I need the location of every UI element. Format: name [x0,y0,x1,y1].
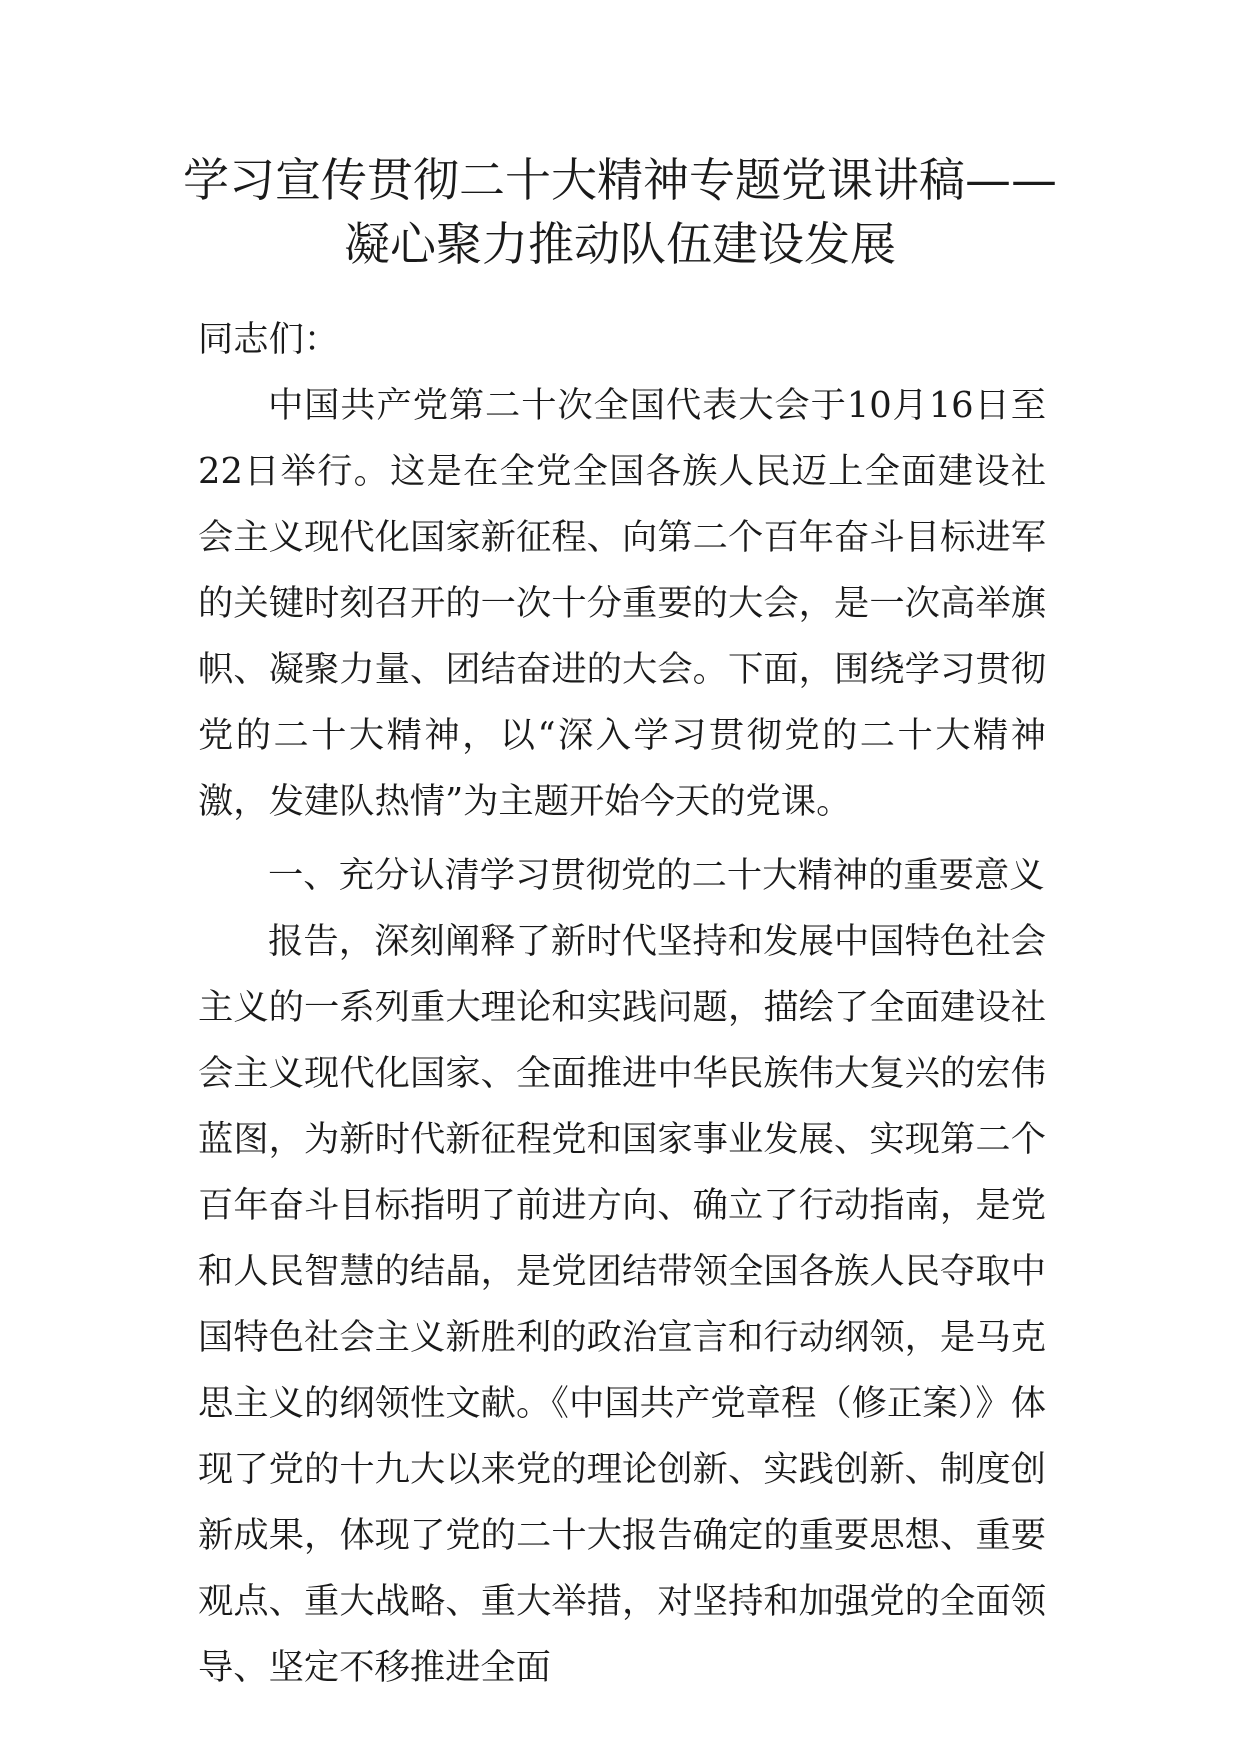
document-title: 学习宣传贯彻二十大精神专题党课讲稿——凝心聚力推动队伍建设发展 [183,153,1057,271]
paragraph-intro: 中国共产党第二十次全国代表大会于10月16日至22日举行。这是在全党全国各族人民迈上全面建设社会主义现代化国家新征程、向第二个百年奋斗目标进军的关键时刻召开的一次十分重要的大会，是一次高举旗帜、凝聚力量、团结奋进的大会。下面，围绕学习贯彻党的二十大精神，以“深入学习贯彻党的二十大精神激，发建队热情”为主题开始今天的党课。 [198,385,1046,822]
document-body [198,307,1046,1701]
salutation: 同志们： [198,319,340,360]
section-heading-1: 一、充分认清学习贯彻党的二十大精神的重要意义 [268,855,1045,896]
paragraph-report: 报告，深刻阐释了新时代坚持和发展中国特色社会主义的一系列重大理论和实践问题，描绘了全面建设社会主义现代化国家、全面推进中华民族伟大复兴的宏伟蓝图，为新时代新征程党和国家事业发展、实现第二个百年奋斗目标指明了前进方向、确立了行动指南，是党和人民智慧的结晶，是党团结带领全国各族人民夺取中国特色社会主义新胜利的政治宣言和行动纲领，是马克思主义的纲领性文献。《中国共产党章程（修正案）》体现了党的十九大以来党的理论创新、实践创新、制度创新成果，体现了党的二十大报告确定的重要思想、重要观点、重大战略、重大举措，对坚持和加强党的全面领导、坚定不移推进全面 [198,921,1046,1688]
